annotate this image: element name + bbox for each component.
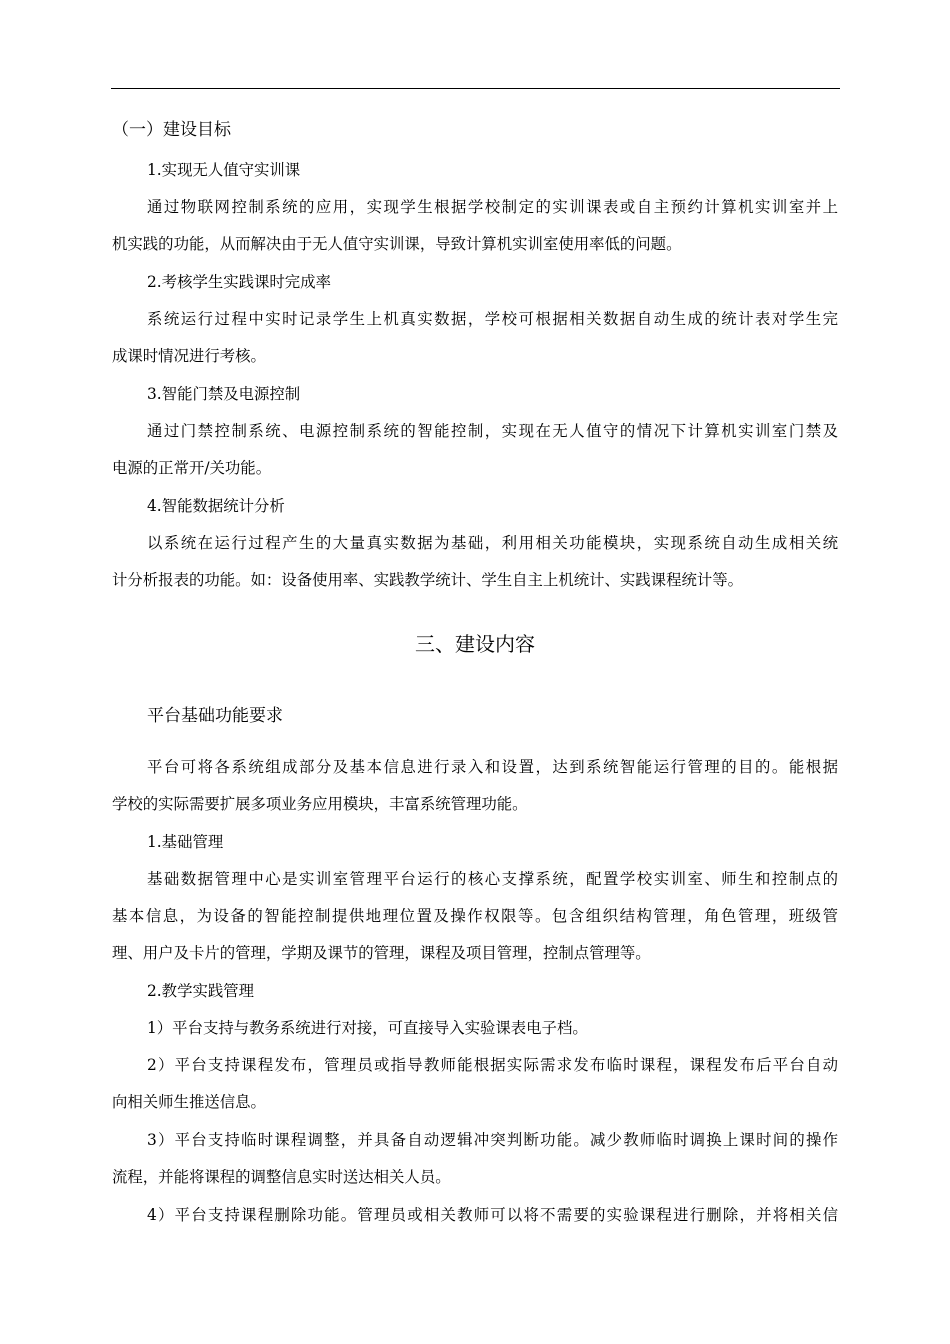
teaching-point-2-line-2: 向相关师生推送信息。 [112,1093,266,1111]
basic-management-para-line-3: 理、用户及卡片的管理，学期及课节的管理，课程及项目管理，控制点管理等。 [112,944,651,962]
goal-4-para-line-1: 以系统在运行过程产生的大量真实数据为基础，利用相关功能模块，实现系统自动生成相关统 [147,534,838,552]
teaching-practice-title: 2.教学实践管理 [147,982,255,1000]
basic-management-title: 1.基础管理 [147,833,224,851]
goal-1-para-line-1: 通过物联网控制系统的应用，实现学生根据学校制定的实训课表或自主预约计算机实训室并上 [147,198,838,216]
teaching-point-3-line-1: 3）平台支持临时课程调整，并具备自动逻辑冲突判断功能。减少教师临时调换上课时间的操作 [147,1131,838,1149]
goal-4-para-line-2: 计分析报表的功能。如：设备使用率、实践教学统计、学生自主上机统计、实践课程统计等。 [112,571,744,589]
goal-4-title: 4.智能数据统计分析 [147,497,285,515]
subheading-platform-requirements: 平台基础功能要求 [147,706,283,726]
teaching-point-4-line-1: 4）平台支持课程删除功能。管理员或相关教师可以将不需要的实验课程进行删除，并将相关信 [147,1206,838,1224]
goal-2-title: 2.考核学生实践课时完成率 [147,273,331,291]
goal-3-para-line-1: 通过门禁控制系统、电源控制系统的智能控制，实现在无人值守的情况下计算机实训室门禁及 [147,422,838,440]
goal-2-para-line-2: 成课时情况进行考核。 [112,347,266,365]
basic-management-para-line-2: 基本信息，为设备的智能控制提供地理位置及操作权限等。包含组织结构管理，角色管理，班级管 [112,907,838,925]
goal-1-title: 1.实现无人值守实训课 [147,161,301,179]
chapter-title: 三、建设内容 [415,632,535,656]
basic-management-para-line-1: 基础数据管理中心是实训室管理平台运行的核心支撑系统，配置学校实训室、师生和控制点的 [147,870,838,888]
teaching-point-1-line-1: 1）平台支持与教务系统进行对接，可直接导入实验课表电子档。 [147,1019,588,1037]
goal-1-para-line-2: 机实践的功能，从而解决由于无人值守实训课，导致计算机实训室使用率低的问题。 [112,235,682,253]
goal-3-para-line-2: 电源的正常开/关功能。 [112,459,272,477]
teaching-point-2-line-1: 2）平台支持课程发布，管理员或指导教师能根据实际需求发布临时课程，课程发布后平台自动 [147,1056,838,1074]
goal-3-title: 3.智能门禁及电源控制 [147,385,301,403]
intro-para-line-2: 学校的实际需要扩展多项业务应用模块，丰富系统管理功能。 [112,795,528,813]
intro-para-line-1: 平台可将各系统组成部分及基本信息进行录入和设置，达到系统智能运行管理的目的。能根据 [147,758,838,776]
section-heading-goals: （一）建设目标 [112,120,231,140]
teaching-point-3-line-2: 流程，并能将课程的调整信息实时送达相关人员。 [112,1168,451,1186]
goal-2-para-line-1: 系统运行过程中实时记录学生上机真实数据，学校可根据相关数据自动生成的统计表对学生完 [147,310,838,328]
header-rule [111,88,840,89]
